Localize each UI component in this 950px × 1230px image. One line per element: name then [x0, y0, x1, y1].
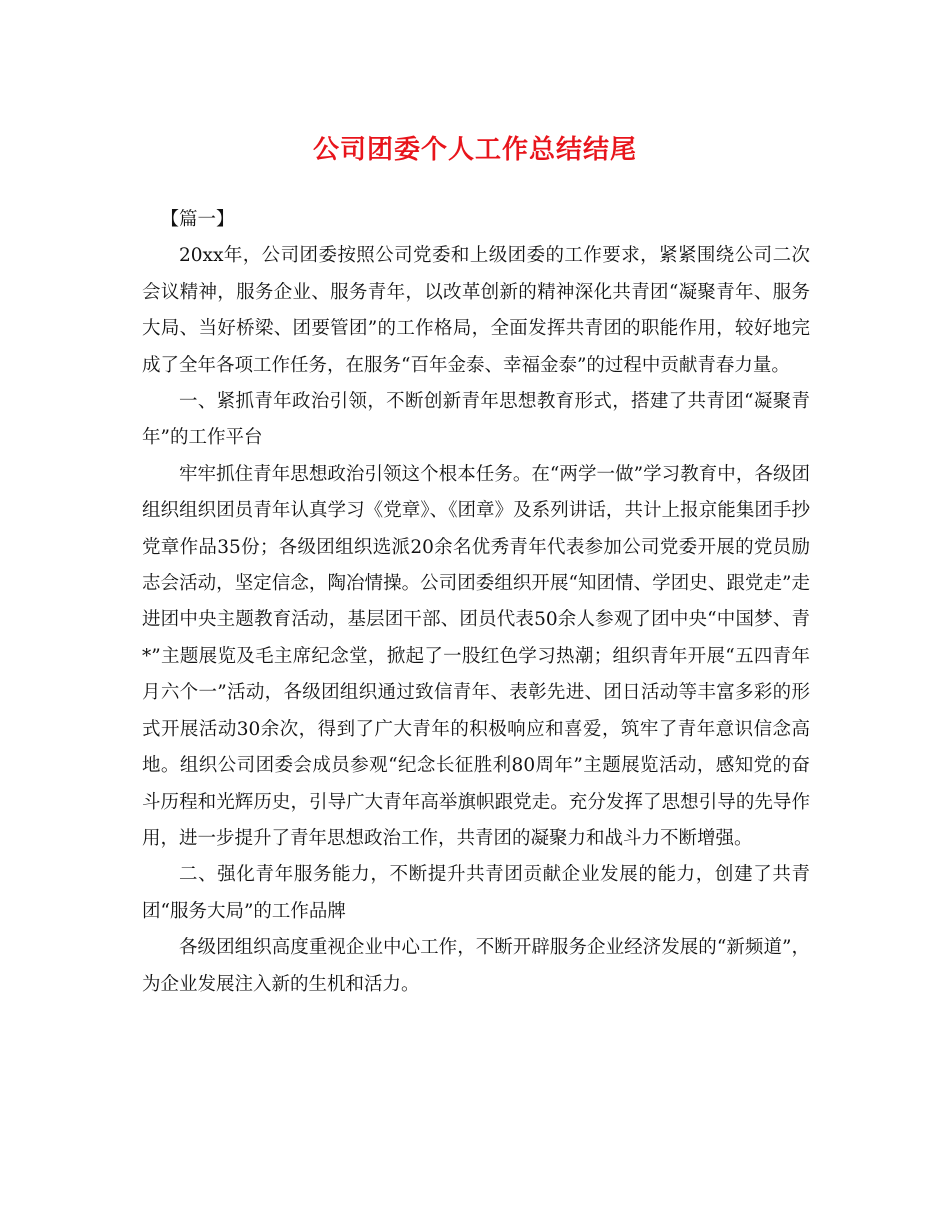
document-title: 公司团委个人工作总结结尾 — [312, 135, 637, 165]
paragraph-section-one: 牢牢抓住青年思想政治引领这个根本任务。在“两学一做”学习教育中，各级团组织组织团员青年认真学习《党章》、《团章》及系列讲话，共计上报京能集团手抄党章作品35份；各级团组织选派20余名优秀青年代表参加公司党委开展的党员励志会活动，坚定信念，陶冶情操。公司团委组织开展“知团情、学团史、跟党走”走进团中央主题教育活动，基层团干部、团员代表50余人参观了团中央“中国梦、青*”主题展览及毛主席纪念堂，掀起了一股红色学习热潮；组织青年开展“五四青年月六个一”活动，各级团组织通过致信青年、表彰先进、团日活动等丰富多彩的形式开展活动30余次，得到了广大青年的积极响应和喜爱，筑牢了青年意识信念高地。组织公司团委会成员参观“纪念长征胜利80周年”主题展览活动，感知党的奋斗历程和光辉历史，引导广大青年高举旗帜跟党走。充分发挥了思想引导的先导作用，进一步提升了青年思想政治工作，共青团的凝聚力和战斗力不断增强。 — [142, 463, 810, 849]
document-body — [142, 202, 810, 1003]
heading-section-one: 一、紧抓青年政治引领，不断创新青年思想教育形式，搭建了共青团“凝聚青年”的工作平台 — [142, 391, 810, 449]
section-tag: 【篇一】 — [160, 209, 235, 230]
heading-section-two: 二、强化青年服务能力，不断提升共青团贡献企业发展的能力，创建了共青团“服务大局”的工作品牌 — [142, 864, 810, 922]
paragraph-section-two: 各级团组织高度重视企业中心工作，不断开辟服务企业经济发展的“新频道”，为企业发展注入新的生机和活力。 — [142, 937, 810, 995]
paragraph-intro: 20xx年，公司团委按照公司党委和上级团委的工作要求，紧紧围绕公司二次会议精神，服务企业、服务青年，以改革创新的精神深化共青团“凝聚青年、服务大局、当好桥梁、团要管团”的工作格局，全面发挥共青团的职能作用，较好地完成了全年各项工作任务，在服务“百年金泰、幸福金泰”的过程中贡献青春力量。 — [142, 245, 810, 376]
